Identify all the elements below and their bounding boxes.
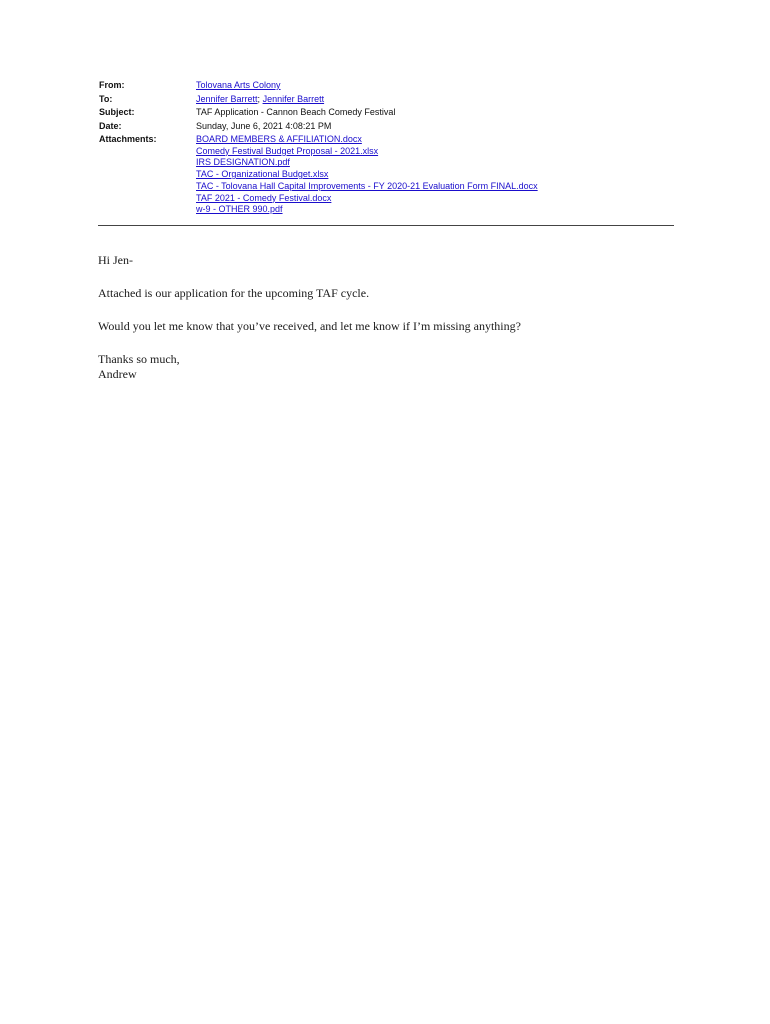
to-recipient-link[interactable]: Jennifer Barrett	[196, 93, 258, 104]
email-body	[98, 253, 678, 382]
greeting: Hi Jen-	[98, 253, 133, 267]
attachments-label: Attachments:	[99, 134, 157, 144]
recipient-separator: ;	[257, 93, 261, 104]
closing: Thanks so much,	[98, 352, 180, 366]
from-row	[99, 80, 674, 92]
attachment-link[interactable]: Comedy Festival Budget Proposal - 2021.xlsx	[196, 145, 379, 156]
date-label: Date:	[99, 120, 122, 131]
email-header	[99, 80, 674, 218]
attachment-link[interactable]: TAC - Organizational Budget.xlsx	[196, 169, 329, 180]
from-sender-link[interactable]: Tolovana Arts Colony	[196, 80, 281, 90]
date-row	[99, 121, 674, 133]
subject-value: TAF Application - Cannon Beach Comedy Festival	[196, 107, 396, 117]
subject-row	[99, 107, 674, 119]
to-label: To:	[99, 93, 113, 104]
from-label: From:	[99, 80, 125, 90]
attachments-list	[196, 134, 674, 216]
header-divider	[98, 225, 674, 226]
attachment-link[interactable]: BOARD MEMBERS & AFFILIATION.docx	[196, 134, 362, 144]
attachment-link[interactable]: TAC - Tolovana Hall Capital Improvements - FY 2020-21 Evaluation Form FINAL.docx	[196, 180, 538, 191]
to-row	[99, 94, 674, 106]
signature-block	[98, 352, 678, 382]
attachment-link[interactable]: TAF 2021 - Comedy Festival.docx	[196, 192, 332, 203]
attachments-row	[99, 134, 674, 216]
signature: Andrew	[98, 367, 137, 381]
date-value: Sunday, June 6, 2021 4:08:21 PM	[196, 120, 332, 131]
subject-label: Subject:	[99, 107, 135, 117]
attachment-link[interactable]: w-9 - OTHER 990.pdf	[196, 204, 283, 215]
body-paragraph: Attached is our application for the upcoming TAF cycle.	[98, 286, 370, 300]
to-recipient-link[interactable]: Jennifer Barrett	[262, 93, 325, 104]
attachment-link[interactable]: IRS DESIGNATION.pdf	[196, 157, 290, 168]
body-paragraph: Would you let me know that you’ve received, and let me know if I’m missing anything?	[98, 319, 521, 333]
